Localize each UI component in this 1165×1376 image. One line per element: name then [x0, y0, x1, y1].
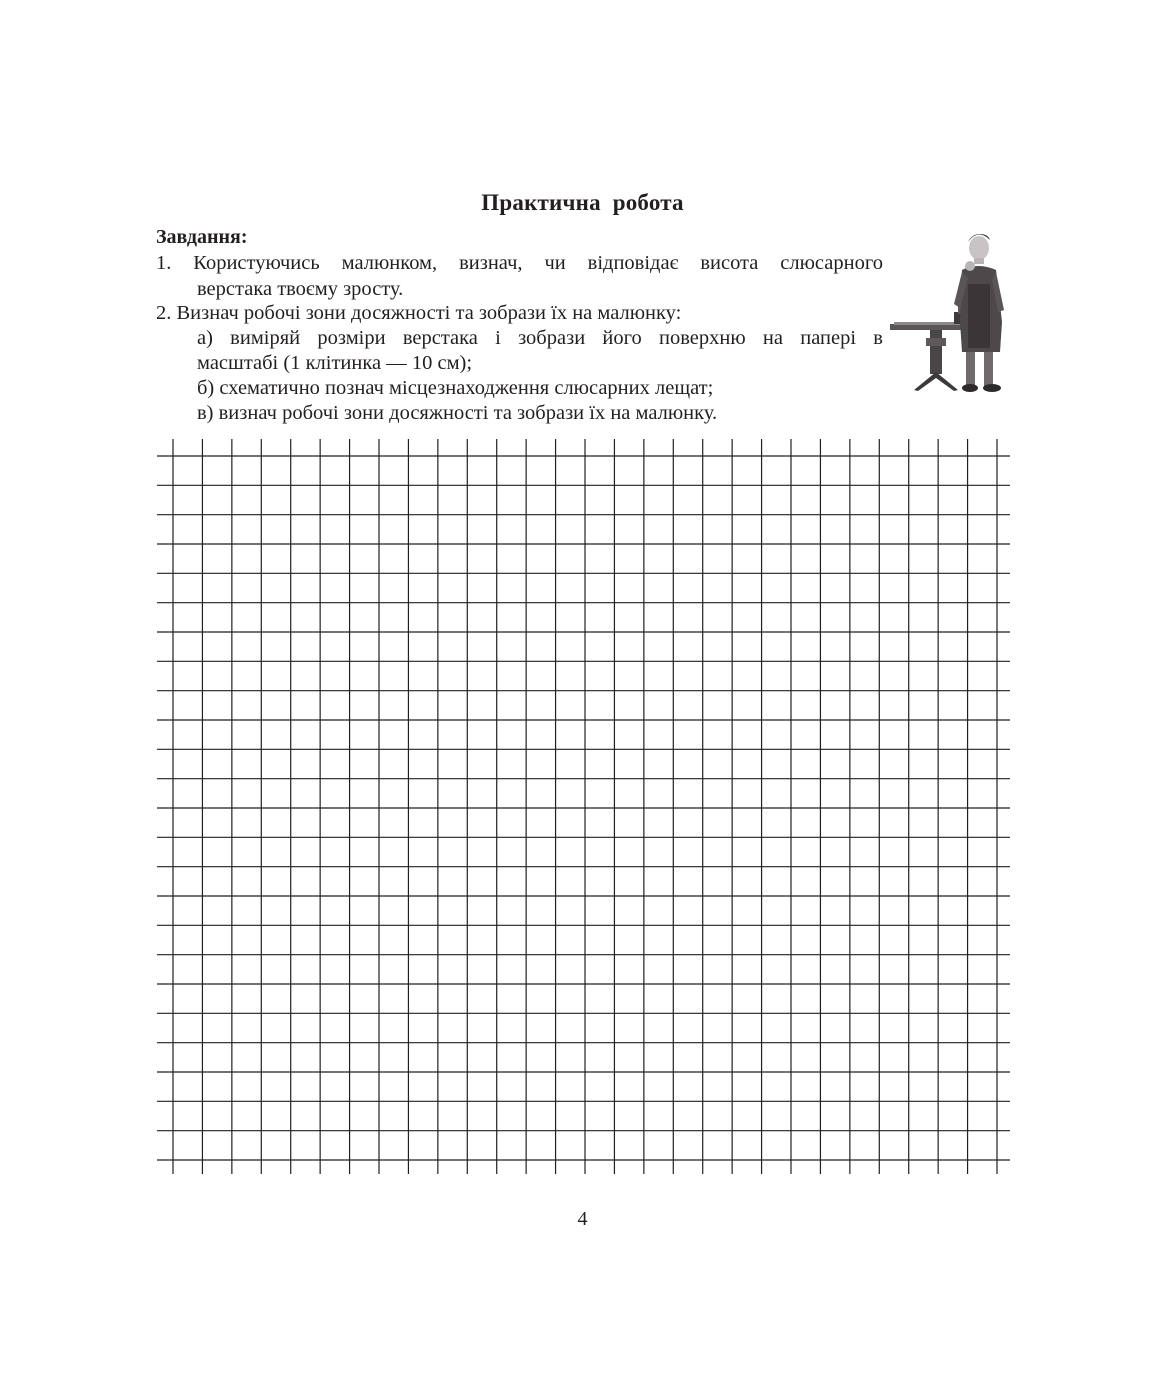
page-number: 4: [577, 1208, 588, 1230]
task-item-1-line-2: верстака твоєму зросту.: [197, 278, 404, 300]
page-title: Практична робота: [481, 190, 684, 215]
subtask-b: б) схематично познач місцезнаходження слюсарних лещат;: [197, 377, 714, 399]
task-heading: Завдання:: [156, 226, 248, 248]
subtask-a-line-1: а) виміряй розміри верстака і зобрази його поверхню на папері в: [197, 327, 883, 349]
task-item-1-line-1: 1. Користуючись малюнком, визнач, чи відповідає висота слюсарного: [156, 252, 883, 274]
task-item-2-line-1: 2. Визнач робочі зони досяжності та зобрази їх на малюнку:: [156, 302, 682, 324]
subtask-a-line-2: масштабі (1 клітинка — 10 см);: [197, 352, 473, 374]
subtask-c: в) визнач робочі зони досяжності та зобрази їх на малюнку.: [197, 402, 718, 424]
